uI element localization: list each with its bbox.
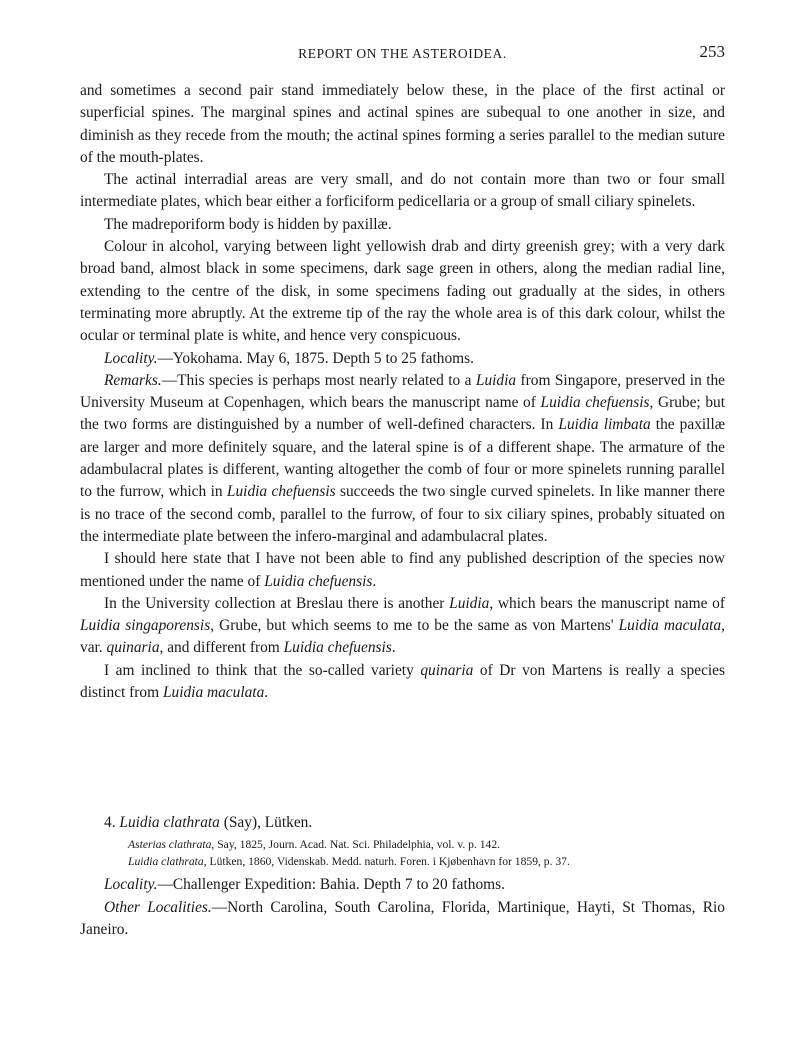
- synonym-entry: [128, 836, 725, 853]
- text-run: of Dr von Martens is really a species distinct from: [80, 661, 726, 702]
- taxon-name: Luidia singaporensis: [80, 617, 211, 635]
- text-run: —This species is perhaps most nearly related to a: [161, 371, 476, 389]
- taxon-name: Luidia: [475, 371, 517, 389]
- species-name: Luidia clathrata: [119, 814, 220, 831]
- species-entry: [80, 812, 725, 941]
- paragraph-breslau: [80, 593, 725, 660]
- synonym-entry: [128, 853, 725, 870]
- taxon-name: Luidia maculata: [618, 617, 722, 635]
- text-run: In the University collection at Breslau there is another: [104, 594, 450, 612]
- taxon-name: Luidia: [449, 594, 490, 612]
- text-run: , and different from: [159, 639, 284, 657]
- species-locality: [80, 874, 725, 896]
- taxon-name: Luidia chefuensis: [226, 483, 336, 501]
- paragraph-colour: Colour in alcohol, varying between light yellowish drab and dirty greenish grey; with a very dark broad band, almost black in some specimens, dark sage green in others, along the median radial line, extending to the centre of the disk, in some specimens fading out gradually at the sides, in others terminating more abruptly. At the extreme tip of the ray the whole area is of this dark colour, whilst the ocular or terminal plate is white, and hence very conspicuous.: [80, 238, 725, 345]
- synonym-name: Luidia clathrata: [128, 855, 204, 869]
- page-number: 253: [699, 42, 725, 61]
- locality-label: Locality.: [104, 876, 158, 894]
- taxon-name: quinaria: [106, 639, 160, 657]
- text-run: from Singapore, preserved in the University Museum at Copenhagen, which bears the manuscript name of: [80, 371, 725, 412]
- taxon-name: Luidia chefuensis: [540, 394, 650, 412]
- species-heading: [80, 812, 725, 834]
- synonym-reference: , Lütken, 1860, Videnskab. Medd. naturh. Foren. i Kjøbenhavn for 1859, p. 37.: [203, 855, 570, 869]
- body-text: [80, 80, 725, 704]
- text-run: , which bears the manuscript name of: [489, 594, 725, 612]
- running-title: REPORT ON THE ASTEROIDEA.: [298, 46, 507, 61]
- running-head: [80, 42, 725, 66]
- text-run: the paxillæ are larger and more definitely square, and the lateral spine is of a different shape. The armature of the adambulacral plates is different, wanting altogether the comb of four or more spinelets running parallel to the furrow, which in: [80, 416, 725, 501]
- text-run: I am inclined to think that the so-called variety: [104, 661, 421, 679]
- paragraph-no-description: [80, 548, 725, 593]
- paragraph-locality: [80, 348, 725, 370]
- text-run: , Grube; but the two forms are distinguished by a number of well-defined characters. In: [80, 394, 725, 434]
- taxon-name: Luidia chefuensis: [264, 572, 373, 590]
- remarks-label: Remarks.: [104, 371, 162, 389]
- species-authority: (Say), Lütken.: [219, 814, 313, 831]
- other-localities-text: —North Carolina, South Carolina, Florida, Martinique, Hayti, St Thomas, Rio Janeiro.: [80, 898, 725, 938]
- other-localities-label: Other Localities.: [104, 898, 212, 916]
- text-run: , Grube, but which seems to me to be the same as von Martens': [210, 617, 619, 635]
- paragraph-spines: and sometimes a second pair stand immediately below these, in the place of the first actinal or superficial spines. The marginal spines and actinal spines are subequal to one another in size, and diminish as they recede from the mouth; the actinal spines forming a series parallel to the median suture of the mouth-plates.: [80, 82, 725, 166]
- taxon-name: quinaria: [420, 661, 474, 679]
- species-number: 4.: [104, 814, 116, 831]
- synonym-name: Asterias clathrata: [128, 838, 212, 852]
- text-run: .: [372, 572, 377, 590]
- text-run: .: [391, 639, 396, 657]
- paragraph-interradial-areas: The actinal interradial areas are very small, and do not contain more than two or four small intermediate plates, which bear either a forficiform pedicellaria or a group of small ciliary spinelets.: [80, 171, 725, 211]
- text-run: succeeds the two single curved spinelets. In like manner there is no trace of the second comb, parallel to the furrow, of four to six ciliary spines, probably situated on the intermediate plate between the infero-marginal and adambulacral plates.: [80, 483, 726, 545]
- text-run: .: [264, 684, 269, 702]
- taxon-name: Luidia maculata: [162, 684, 265, 702]
- synonymy-list: [80, 836, 725, 870]
- paragraph-remarks: [80, 370, 725, 548]
- species-other-localities: [80, 897, 725, 942]
- synonym-reference: , Say, 1825, Journ. Acad. Nat. Sci. Philadelphia, vol. v. p. 142.: [211, 838, 501, 852]
- locality-text: —Challenger Expedition: Bahia. Depth 7 to 20 fathoms.: [157, 876, 505, 894]
- taxon-name: Luidia chefuensis: [283, 639, 392, 657]
- locality-label: Locality.: [104, 349, 158, 367]
- text-run: , var.: [80, 617, 725, 657]
- locality-text: —Yokohama. May 6, 1875. Depth 5 to 25 fathoms.: [157, 349, 474, 367]
- paragraph-quinaria: [80, 660, 725, 705]
- taxon-name: Luidia limbata: [558, 416, 651, 434]
- paragraph-madreporiform: The madreporiform body is hidden by paxillæ.: [104, 215, 392, 233]
- text-run: I should here state that I have not been able to find any published description of the species now mentioned under the name of: [80, 550, 725, 590]
